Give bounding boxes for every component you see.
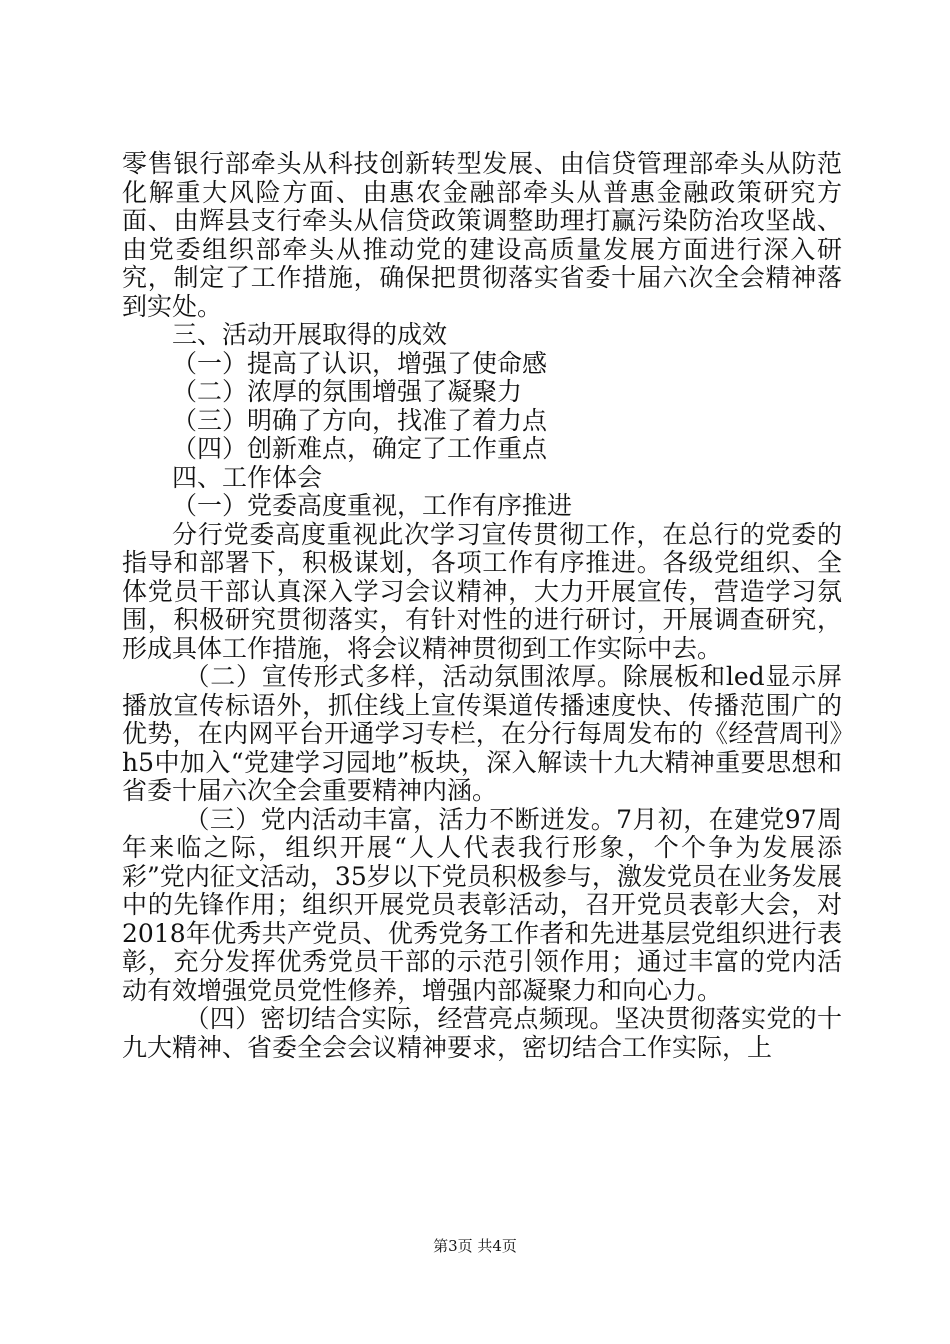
- subsection-heading: （二）浓厚的氛围增强了凝聚力: [172, 377, 523, 406]
- section-heading: 四、工作体会: [172, 462, 323, 492]
- body-paragraph: （二）宣传形式多样，活动氛围浓厚。除展板和led显示屏播放宣传标语外，抓住线上宣传渠道传播速度快、传播范围广的优势，在内网平台开通学习专栏，在分行每周发布的《经营周刊》h5中加入“党建学习园地”板块，深入解读十九大精神重要思想和省委十届六次全会重要精神内涵。: [122, 662, 842, 805]
- subsection-heading: （一）提高了认识，增强了使命感: [172, 348, 548, 378]
- document-body: [122, 150, 842, 1062]
- section-heading: 三、活动开展取得的成效: [172, 320, 448, 349]
- body-paragraph: （三）党内活动丰富，活力不断迸发。7月初，在建党97周年来临之际，组织开展“人人代表我行形象，个个争为发展添彩”党内征文活动，35岁以下党员积极参与，激发党员在业务发展中的先锋作用；组织开展党员表彰活动，召开党员表彰大会，对2018年优秀共产党员、优秀党务工作者和先进基层党组织进行表彰，充分发挥优秀党员干部的示范引领作用；通过丰富的党内活动有效增强党员党性修养，增强内部凝聚力和向心力。: [122, 804, 842, 1005]
- subsection-heading: （四）创新难点，确定了工作重点: [172, 434, 548, 463]
- body-paragraph: （四）密切结合实际，经营亮点频现。坚决贯彻落实党的十九大精神、省委全会会议精神要求，密切结合工作实际，上: [122, 1004, 842, 1062]
- subsection-heading: （一）党委高度重视，工作有序推进: [172, 491, 573, 520]
- subsection-heading: （三）明确了方向，找准了着力点: [172, 405, 548, 435]
- body-paragraph: 零售银行部牵头从科技创新转型发展、由信贷管理部牵头从防范化解重大风险方面、由惠农金融部牵头从普惠金融政策研究方面、由辉县支行牵头从信贷政策调整助理打赢污染防治攻坚战、由党委组织部牵头从推动党的建设高质量发展方面进行深入研究，制定了工作措施，确保把贯彻落实省委十届六次全会精神落到实处。: [122, 149, 842, 321]
- page-number-footer: 第3页 共4页: [433, 1237, 517, 1255]
- body-paragraph: 分行党委高度重视此次学习宣传贯彻工作，在总行的党委的指导和部署下，积极谋划，各项工作有序推进。各级党组织、全体党员干部认真深入学习会议精神，大力开展宣传，营造学习氛围，积极研究贯彻落实，有针对性的进行研讨，开展调查研究，形成具体工作措施，将会议精神贯彻到工作实际中去。: [122, 519, 842, 663]
